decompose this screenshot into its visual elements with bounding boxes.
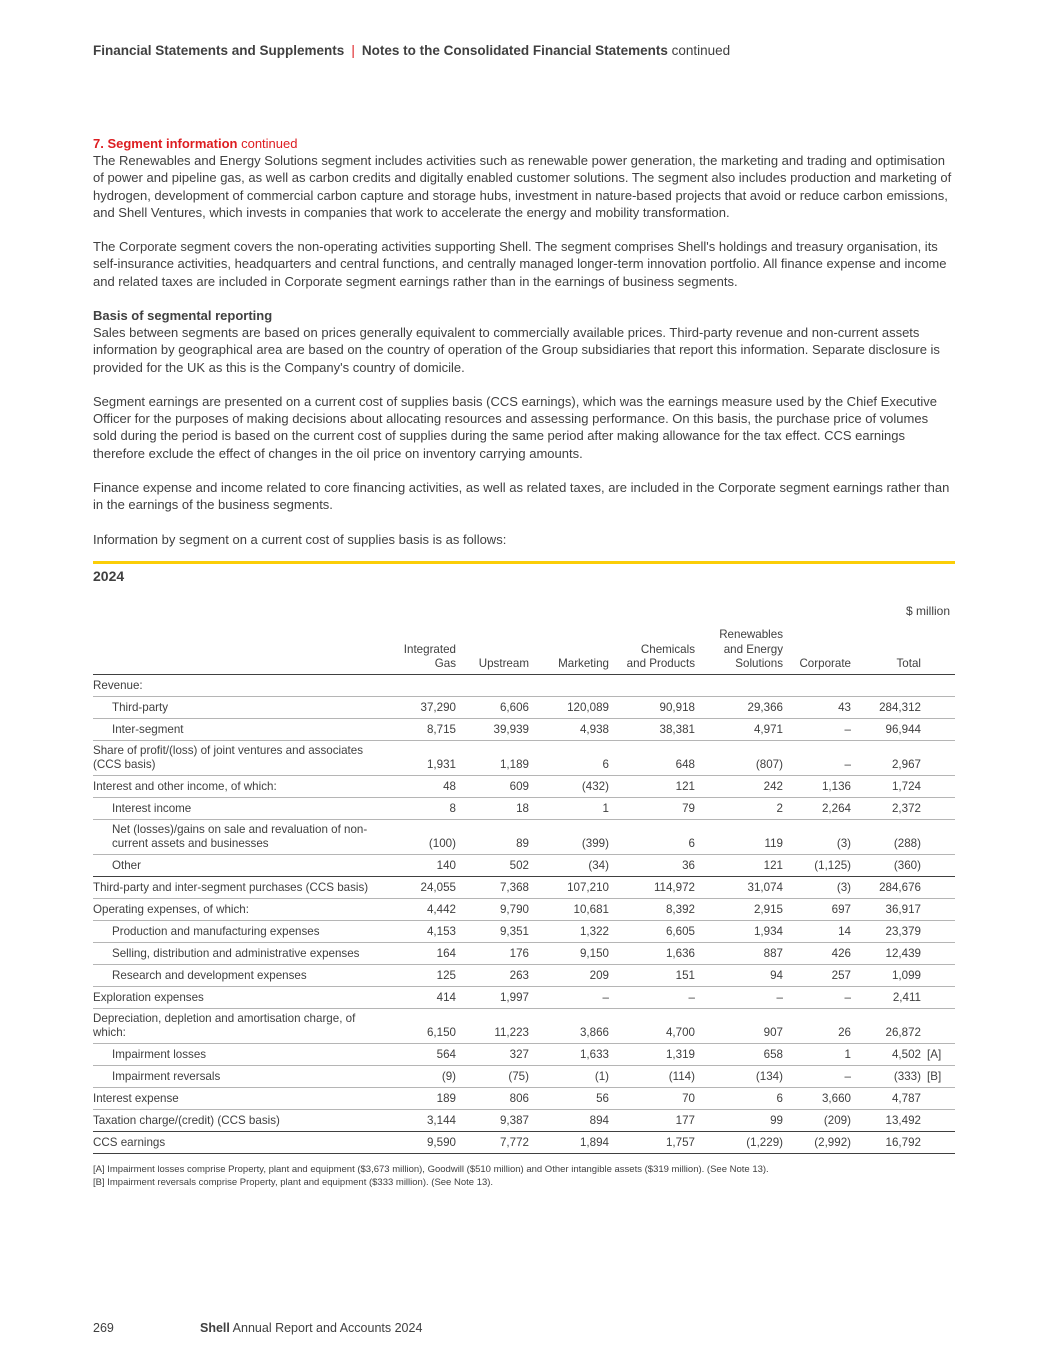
table-cell: 6,150 bbox=[378, 1008, 462, 1043]
table-cell: 119 bbox=[701, 819, 789, 854]
table-cell: 6,605 bbox=[615, 920, 701, 942]
column-header bbox=[535, 628, 615, 674]
table-cell: 2,264 bbox=[789, 797, 857, 819]
row-footnote-ref bbox=[927, 1087, 955, 1109]
table-cell: 12,439 bbox=[857, 942, 927, 964]
table-cell: (2,992) bbox=[789, 1131, 857, 1153]
table-unit: $ million bbox=[905, 604, 950, 618]
header-section: Financial Statements and Supplements bbox=[93, 43, 345, 58]
page-header bbox=[93, 43, 730, 58]
row-footnote-ref bbox=[927, 1008, 955, 1043]
paragraph-sales: Sales between segments are based on prices generally equivalent to commercially available prices. Third-party revenue and non-current assets information by geographical area are based on the country of operation of the Group subsidiaries that report this information. Separate disclosure is provided for the UK as this is the Company's country of domicile. bbox=[93, 325, 940, 375]
table-cell: 121 bbox=[701, 854, 789, 876]
column-header-line: Solutions bbox=[735, 657, 783, 670]
table-cell: 257 bbox=[789, 964, 857, 986]
paragraph-renewables: The Renewables and Energy Solutions segment includes activities such as renewable power generation, the marketing and trading and optimisation of power and pipeline gas, as well as carbon credits and digitally enabled customer solutions. The segment also includes production and marketing of hydrogen, development of commercial carbon capture and storage hubs, investment in nature-based projects that avoid or reduce carbon emissions, and Shell Ventures, which invests in companies that work to accelerate the energy and mobility transformation. bbox=[93, 153, 952, 220]
row-footnote-ref bbox=[927, 797, 955, 819]
table-cell: 151 bbox=[615, 964, 701, 986]
table-row bbox=[93, 1065, 955, 1087]
column-header-line: and Energy bbox=[723, 642, 783, 656]
table-cell: 31,074 bbox=[701, 876, 789, 898]
table-cell: 2,967 bbox=[857, 740, 927, 775]
table-cell: 37,290 bbox=[378, 696, 462, 718]
table-cell: 658 bbox=[701, 1043, 789, 1065]
table-cell: 1,931 bbox=[378, 740, 462, 775]
table-cell: 125 bbox=[378, 964, 462, 986]
table-cell: 10,681 bbox=[535, 898, 615, 920]
table-cell: 894 bbox=[535, 1109, 615, 1131]
table-cell bbox=[857, 674, 927, 696]
paragraph-intro: Information by segment on a current cost of supplies basis is as follows: bbox=[93, 531, 507, 547]
table-row bbox=[93, 876, 955, 898]
table-cell: 107,210 bbox=[535, 876, 615, 898]
table-cell: 1,322 bbox=[535, 920, 615, 942]
row-label: Production and manufacturing expenses bbox=[93, 920, 378, 942]
column-header bbox=[701, 628, 789, 674]
table-cell: 39,939 bbox=[462, 718, 535, 740]
table-cell: 209 bbox=[535, 964, 615, 986]
table-cell: 1,757 bbox=[615, 1131, 701, 1153]
header-separator: | bbox=[351, 43, 355, 58]
table-row bbox=[93, 775, 955, 797]
table-cell: 70 bbox=[615, 1087, 701, 1109]
table-cell: (209) bbox=[789, 1109, 857, 1131]
row-label: Selling, distribution and administrative expenses bbox=[93, 942, 378, 964]
table-row bbox=[93, 1043, 955, 1065]
paragraph-ccs: Segment earnings are presented on a current cost of supplies basis (CCS earnings), which was the earnings measure used by the Chief Executive Officer for the purposes of making decisions about allocating resources and assessing performance. On this basis, the purchase price of volumes sold during the period is based on the current cost of supplies during the same period after making allowance for the tax effect. CCS earnings therefore exclude the effect of changes in the oil price on inventory carrying amounts. bbox=[93, 394, 938, 461]
table-cell: 13,492 bbox=[857, 1109, 927, 1131]
row-label: Depreciation, depletion and amortisation charge, of which: bbox=[93, 1008, 378, 1043]
table-cell: 140 bbox=[378, 854, 462, 876]
row-footnote-ref: [B] bbox=[927, 1065, 955, 1087]
row-footnote-ref bbox=[927, 942, 955, 964]
row-label: Revenue: bbox=[93, 674, 378, 696]
table-cell: 426 bbox=[789, 942, 857, 964]
yellow-divider bbox=[93, 561, 955, 564]
row-label: Exploration expenses bbox=[93, 986, 378, 1008]
row-label: Operating expenses, of which: bbox=[93, 898, 378, 920]
table-cell: (360) bbox=[857, 854, 927, 876]
table-cell: 94 bbox=[701, 964, 789, 986]
table-row bbox=[93, 1008, 955, 1043]
table-cell: (3) bbox=[789, 819, 857, 854]
table-cell bbox=[701, 674, 789, 696]
table-cell: 4,787 bbox=[857, 1087, 927, 1109]
table-cell: (134) bbox=[701, 1065, 789, 1087]
row-footnote-ref bbox=[927, 674, 955, 696]
table-cell: 1 bbox=[535, 797, 615, 819]
table-cell: (1) bbox=[535, 1065, 615, 1087]
note-title: 7. Segment information continued bbox=[93, 136, 298, 151]
table-cell: 4,502 bbox=[857, 1043, 927, 1065]
column-header bbox=[857, 628, 927, 674]
table-cell: 36 bbox=[615, 854, 701, 876]
row-footnote-ref bbox=[927, 854, 955, 876]
column-header-line: Total bbox=[896, 657, 921, 670]
row-footnote-ref bbox=[927, 775, 955, 797]
table-cell: 648 bbox=[615, 740, 701, 775]
row-footnote-ref bbox=[927, 696, 955, 718]
table-cell: 1,189 bbox=[462, 740, 535, 775]
column-header bbox=[789, 628, 857, 674]
footer-title: Annual Report and Accounts 2024 bbox=[232, 1321, 423, 1335]
table-cell: (333) bbox=[857, 1065, 927, 1087]
table-cell: 99 bbox=[701, 1109, 789, 1131]
table-row bbox=[93, 920, 955, 942]
column-header bbox=[462, 628, 535, 674]
table-cell: 176 bbox=[462, 942, 535, 964]
table-cell: 907 bbox=[701, 1008, 789, 1043]
row-label: Research and development expenses bbox=[93, 964, 378, 986]
table-cell: 1,894 bbox=[535, 1131, 615, 1153]
row-label: Impairment losses bbox=[93, 1043, 378, 1065]
table-cell: 2 bbox=[701, 797, 789, 819]
table-cell: 120,089 bbox=[535, 696, 615, 718]
row-footnote-ref bbox=[927, 986, 955, 1008]
table-cell: 284,676 bbox=[857, 876, 927, 898]
table-cell: 43 bbox=[789, 696, 857, 718]
table-cell: (9) bbox=[378, 1065, 462, 1087]
table-cell: 2,411 bbox=[857, 986, 927, 1008]
table-cell: 4,153 bbox=[378, 920, 462, 942]
row-footnote-ref: [A] bbox=[927, 1043, 955, 1065]
column-header-line: Marketing bbox=[558, 657, 609, 670]
table-cell: 1 bbox=[789, 1043, 857, 1065]
table-cell: 96,944 bbox=[857, 718, 927, 740]
table-cell: 7,368 bbox=[462, 876, 535, 898]
row-footnote-ref bbox=[927, 819, 955, 854]
table-row bbox=[93, 674, 955, 696]
table-cell: 3,660 bbox=[789, 1087, 857, 1109]
table-cell: 1,319 bbox=[615, 1043, 701, 1065]
row-label: Share of profit/(loss) of joint ventures and associates (CCS basis) bbox=[93, 740, 378, 775]
table-cell: 6 bbox=[535, 740, 615, 775]
column-header-line: and Products bbox=[626, 657, 695, 670]
table-cell: (114) bbox=[615, 1065, 701, 1087]
table-cell: 90,918 bbox=[615, 696, 701, 718]
table-cell: 56 bbox=[535, 1087, 615, 1109]
table-cell: 29,366 bbox=[701, 696, 789, 718]
table-header-row bbox=[93, 628, 955, 674]
table-cell: – bbox=[789, 718, 857, 740]
row-footnote-ref bbox=[927, 718, 955, 740]
footnote-b: [B] Impairment reversals comprise Property, plant and equipment ($333 million). (See Note 13). bbox=[93, 1176, 494, 1188]
row-label: Third-party and inter-segment purchases (CCS basis) bbox=[93, 876, 378, 898]
table-cell: 2,372 bbox=[857, 797, 927, 819]
table-cell bbox=[535, 674, 615, 696]
table-cell: 4,938 bbox=[535, 718, 615, 740]
table-cell bbox=[789, 674, 857, 696]
table-cell: (34) bbox=[535, 854, 615, 876]
table-cell: 26,872 bbox=[857, 1008, 927, 1043]
row-label: Interest and other income, of which: bbox=[93, 775, 378, 797]
table-cell: 164 bbox=[378, 942, 462, 964]
table-cell: 48 bbox=[378, 775, 462, 797]
page-number: 269 bbox=[93, 1321, 114, 1335]
column-header-line: Upstream bbox=[478, 657, 529, 670]
column-header bbox=[378, 628, 462, 674]
table-row bbox=[93, 819, 955, 854]
row-label: Impairment reversals bbox=[93, 1065, 378, 1087]
table-cell: (432) bbox=[535, 775, 615, 797]
row-footnote-ref bbox=[927, 898, 955, 920]
footnote-a: [A] Impairment losses comprise Property, plant and equipment ($3,673 million), Goodwill ($510 million) and Other intangible assets ($319 million). (See Note 13). bbox=[93, 1164, 769, 1175]
row-label: Interest income bbox=[93, 797, 378, 819]
table-cell: 3,866 bbox=[535, 1008, 615, 1043]
table-cell: 1,633 bbox=[535, 1043, 615, 1065]
column-header-line: Chemicals bbox=[640, 642, 695, 656]
table-cell: 189 bbox=[378, 1087, 462, 1109]
table-cell: – bbox=[789, 1065, 857, 1087]
table-cell: 9,590 bbox=[378, 1131, 462, 1153]
table-row bbox=[93, 1087, 955, 1109]
table-row bbox=[93, 898, 955, 920]
table-cell: – bbox=[615, 986, 701, 1008]
table-cell: 89 bbox=[462, 819, 535, 854]
row-footnote-ref bbox=[927, 740, 955, 775]
table-cell: 7,772 bbox=[462, 1131, 535, 1153]
table-cell: 18 bbox=[462, 797, 535, 819]
column-header-line: Renewables bbox=[719, 628, 783, 641]
table-cell: 1,136 bbox=[789, 775, 857, 797]
table-cell: 9,387 bbox=[462, 1109, 535, 1131]
header-note-column bbox=[927, 628, 955, 674]
table-cell: 36,917 bbox=[857, 898, 927, 920]
row-footnote-ref bbox=[927, 1109, 955, 1131]
table-cell: (3) bbox=[789, 876, 857, 898]
table-cell: 8,715 bbox=[378, 718, 462, 740]
table-cell: (399) bbox=[535, 819, 615, 854]
table-cell: 6 bbox=[701, 1087, 789, 1109]
table-cell: 263 bbox=[462, 964, 535, 986]
table-cell: 1,724 bbox=[857, 775, 927, 797]
note-body bbox=[93, 135, 955, 565]
table-cell: 24,055 bbox=[378, 876, 462, 898]
table-cell: 9,351 bbox=[462, 920, 535, 942]
table-row bbox=[93, 718, 955, 740]
table-cell: 11,223 bbox=[462, 1008, 535, 1043]
table-cell: 4,442 bbox=[378, 898, 462, 920]
table-cell: 609 bbox=[462, 775, 535, 797]
table-cell: 2,915 bbox=[701, 898, 789, 920]
table-cell bbox=[462, 674, 535, 696]
table-cell: 414 bbox=[378, 986, 462, 1008]
table-row bbox=[93, 1109, 955, 1131]
column-header-line: Integrated bbox=[403, 642, 456, 656]
table-row bbox=[93, 964, 955, 986]
table-row bbox=[93, 942, 955, 964]
table-cell: 4,971 bbox=[701, 718, 789, 740]
table-cell: 697 bbox=[789, 898, 857, 920]
table-cell: 1,636 bbox=[615, 942, 701, 964]
row-footnote-ref bbox=[927, 964, 955, 986]
row-label: Inter-segment bbox=[93, 718, 378, 740]
table-row bbox=[93, 797, 955, 819]
row-label: Net (losses)/gains on sale and revaluation of non-current assets and businesses bbox=[93, 819, 378, 854]
subheading-basis: Basis of segmental reporting bbox=[93, 308, 273, 323]
table-cell: 8,392 bbox=[615, 898, 701, 920]
table-cell: 14 bbox=[789, 920, 857, 942]
table-cell: 327 bbox=[462, 1043, 535, 1065]
table-footnotes bbox=[93, 1164, 769, 1189]
table-cell: (1,229) bbox=[701, 1131, 789, 1153]
footer-brand: Shell bbox=[200, 1321, 230, 1335]
row-footnote-ref bbox=[927, 920, 955, 942]
table-cell: (1,125) bbox=[789, 854, 857, 876]
table-cell: 177 bbox=[615, 1109, 701, 1131]
table-cell: 4,700 bbox=[615, 1008, 701, 1043]
table-cell: 6,606 bbox=[462, 696, 535, 718]
row-label: Other bbox=[93, 854, 378, 876]
table-row bbox=[93, 986, 955, 1008]
table-row bbox=[93, 854, 955, 876]
table-cell: 9,150 bbox=[535, 942, 615, 964]
table-cell: 26 bbox=[789, 1008, 857, 1043]
table-cell bbox=[615, 674, 701, 696]
row-label: Taxation charge/(credit) (CCS basis) bbox=[93, 1109, 378, 1131]
table-cell: 1,099 bbox=[857, 964, 927, 986]
table-row bbox=[93, 1131, 955, 1153]
table-cell: (75) bbox=[462, 1065, 535, 1087]
table-cell: – bbox=[789, 986, 857, 1008]
table-cell: 806 bbox=[462, 1087, 535, 1109]
table-cell: 121 bbox=[615, 775, 701, 797]
column-header-line: Gas bbox=[434, 657, 456, 670]
table-year: 2024 bbox=[93, 568, 125, 584]
table-cell: (100) bbox=[378, 819, 462, 854]
paragraph-finance: Finance expense and income related to core financing activities, as well as related taxes, are included in the Corporate segment earnings rather than in the earnings of the business segments. bbox=[93, 480, 950, 513]
segment-table bbox=[93, 628, 955, 1154]
row-footnote-ref bbox=[927, 876, 955, 898]
column-header bbox=[615, 628, 701, 674]
table-cell: 6 bbox=[615, 819, 701, 854]
table-cell: (288) bbox=[857, 819, 927, 854]
row-label: Interest expense bbox=[93, 1087, 378, 1109]
table-row bbox=[93, 740, 955, 775]
table-cell: 1,934 bbox=[701, 920, 789, 942]
table-cell: – bbox=[535, 986, 615, 1008]
table-cell: 502 bbox=[462, 854, 535, 876]
page-footer bbox=[93, 1321, 422, 1335]
table-cell: 242 bbox=[701, 775, 789, 797]
table-row bbox=[93, 696, 955, 718]
table-cell: 16,792 bbox=[857, 1131, 927, 1153]
table-cell: – bbox=[789, 740, 857, 775]
row-footnote-ref bbox=[927, 1131, 955, 1153]
table-cell: (807) bbox=[701, 740, 789, 775]
table-cell: 1,997 bbox=[462, 986, 535, 1008]
table-cell: 38,381 bbox=[615, 718, 701, 740]
header-continued: continued bbox=[671, 43, 731, 58]
row-label: CCS earnings bbox=[93, 1131, 378, 1153]
table-cell bbox=[378, 674, 462, 696]
table-cell: 8 bbox=[378, 797, 462, 819]
table-cell: 114,972 bbox=[615, 876, 701, 898]
table-cell: 284,312 bbox=[857, 696, 927, 718]
paragraph-corporate: The Corporate segment covers the non-operating activities supporting Shell. The segment comprises Shell's holdings and treasury organisation, its self-insurance activities, headquarters and central functions, and centrally managed longer-term innovation portfolio. All finance expense and income and related taxes are included in Corporate segment earnings rather than in the earnings of business segments. bbox=[93, 239, 947, 289]
column-header-line: Corporate bbox=[799, 657, 851, 670]
table-cell: 79 bbox=[615, 797, 701, 819]
table-cell: 564 bbox=[378, 1043, 462, 1065]
table-cell: 9,790 bbox=[462, 898, 535, 920]
table-cell: 23,379 bbox=[857, 920, 927, 942]
table-cell: 887 bbox=[701, 942, 789, 964]
header-subsection: Notes to the Consolidated Financial Statements bbox=[361, 43, 668, 58]
table-cell: – bbox=[701, 986, 789, 1008]
row-label: Third-party bbox=[93, 696, 378, 718]
header-label-column bbox=[93, 628, 378, 674]
table-cell: 3,144 bbox=[378, 1109, 462, 1131]
